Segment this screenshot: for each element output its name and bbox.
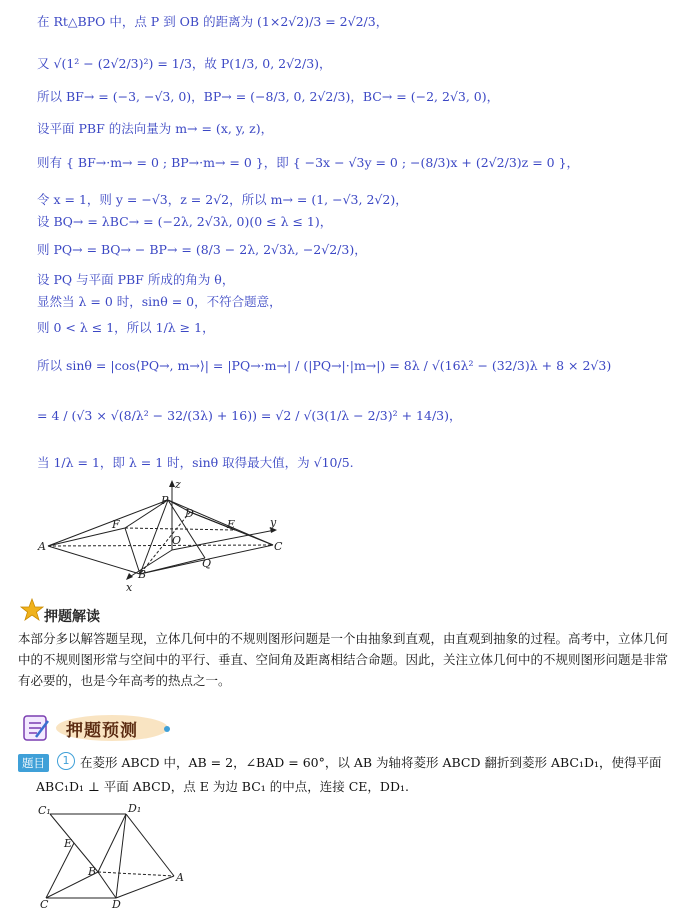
solution-line: 显然当 λ = 0 时，sinθ = 0，不符合题意， [37,294,282,309]
question-number: 1 [57,752,75,770]
fig1-label-C: C [274,540,283,553]
question-line-2: ABC₁D₁ ⊥ 平面 ABCD，点 E 为边 BC₁ 的中点，连接 CE，DD₁. [36,779,409,794]
solution-line: 又 √(1² − (2√2/3)²) = 1/3，故 P(1/3, 0, 2√2/3)， [37,56,332,71]
solution-line: 设 BQ→ = λBC→ = (−2λ, 2√3λ, 0)(0 ≤ λ ≤ 1)， [37,214,333,229]
fig1-label-P: P [161,494,169,507]
section-heading: 押题解读 [44,609,100,625]
solution-line: 则 0 < λ ≤ 1，所以 1/λ ≥ 1， [37,320,215,335]
fig1-label-B: B [138,568,147,581]
question-line-1: 在菱形 ABCD 中，AB = 2，∠BAD = 60°，以 AB 为轴将菱形 ABCD 翻折到菱形 ABC₁D₁，使得平面 [80,755,662,770]
fig2-label-B: B [88,865,97,878]
fig2-label-C1: C₁ [38,804,51,817]
star-icon [20,598,44,622]
solution-line: 则有 { BF→·m→ = 0 ; BP→·m→ = 0 }，即 { −3x − √3y = 0 ; −(8/3)x + (2√2/3)z = 0 }， [37,155,580,170]
solution-line: 令 x = 1，则 y = −√3，z = 2√2，所以 m→ = (1, −√3, 2√2)， [37,192,408,207]
fig2-label-D1: D₁ [128,802,142,815]
fig1-label-D: D [185,507,194,520]
fig1-label-O: O [172,534,182,547]
fig1-label-Q: Q [202,557,212,570]
fig1-label-y: y [270,516,277,529]
section-paragraph: 本部分多以解答题呈现，立体几何中的不规则图形问题是一个由抽象到直观，由直观到抽象的过程。高考中，立体几何中的不规则图形常与空间中的平行、垂直、空间角及距离相结合命题。因此，关注立体几何中的不规则图形问题是非常有必要的，也是今年高考的热点之一。 [18,631,669,688]
banner-title: 押题预测 [66,721,138,741]
solution-line: = 4 / (√3 × √(8/λ² − 32/(3λ) + 16)) = √2 / √(3(1/λ − 2/3)² + 14/3)， [37,408,462,423]
fig2-label-E: E [64,837,73,850]
geometry-figure-2 [36,800,186,910]
fig2-label-D: D [112,898,121,910]
fig1-label-z: z [175,478,181,491]
solution-line: 在 Rt△BPO 中，点 P 到 OB 的距离为 (1×2√2)/3 = 2√2/3， [37,14,389,29]
question-tag: 题目 [18,754,49,772]
solution-line: 设 PQ 与平面 PBF 所成的角为 θ， [37,272,235,287]
fig2-label-A: A [176,871,184,884]
solution-line: 所以 sinθ = |cos⟨PQ→, m→⟩| = |PQ→·m→| / (|PQ→|·|m→|) = 8λ / √(16λ² − (32/3)λ + 8 × 2√3) [37,358,612,373]
fig2-label-C: C [40,898,49,910]
fig1-label-x: x [126,581,133,594]
x-axis [128,550,172,578]
fig1-label-A: A [38,540,46,553]
fig1-label-E: E [227,518,236,531]
solution-line: 当 1/λ = 1，即 λ = 1 时，sinθ 取得最大值，为 √10/5. [37,455,354,470]
solution-line: 则 PQ→ = BQ→ − BP→ = (8/3 − 2λ, 2√3λ, −2√2/3)， [37,242,367,257]
geometry-figure-1 [30,478,300,596]
solution-line: 所以 BF→ = (−3, −√3, 0)，BP→ = (−8/3, 0, 2√2/3)，BC→ = (−2, 2√3, 0)， [37,89,500,104]
solution-line: 设平面 PBF 的法向量为 m→ = (x, y, z)， [37,121,274,136]
fig1-label-F: F [112,518,120,531]
